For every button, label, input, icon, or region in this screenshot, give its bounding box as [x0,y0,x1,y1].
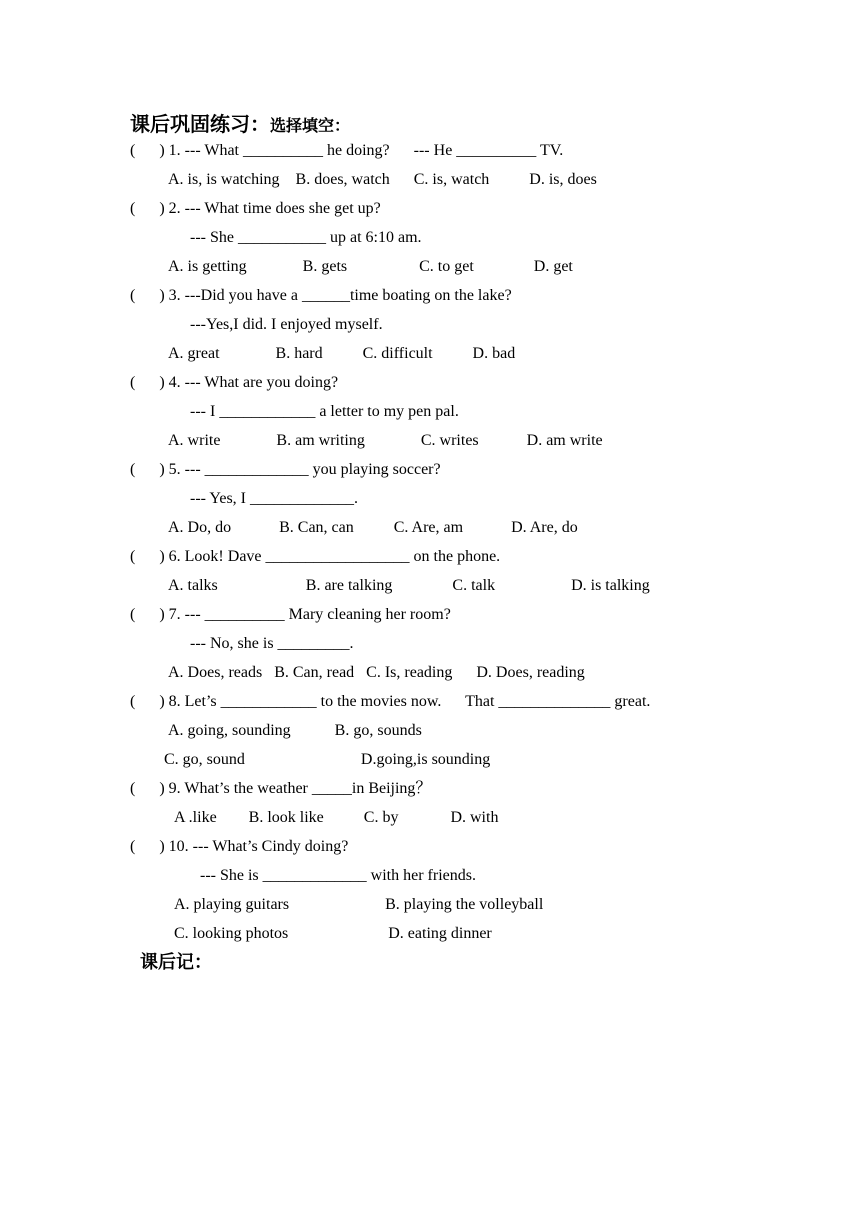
question-2: ( ) 2. --- What time does she get up? [130,200,381,217]
question-2-options: A. is getting B. gets C. to get D. get [168,258,573,275]
question-3-options: A. great B. hard C. difficult D. bad [168,345,516,362]
question-7-options: A. Does, reads B. Can, read C. Is, reading D. Does, reading [168,664,585,681]
question-10-reply: --- She is _____________ with her friends. [200,867,476,884]
question-6-options: A. talks B. are talking C. talk D. is talking [168,577,650,594]
question-10: ( ) 10. --- What’s Cindy doing? [130,838,349,855]
question-7-reply: --- No, she is _________. [190,635,354,652]
exercise-title-main: 课后巩固练习： [130,112,270,136]
question-6: ( ) 6. Look! Dave __________________ on the phone. [130,548,501,565]
question-8: ( ) 8. Let’s ____________ to the movies now. That ______________ great. [130,693,651,710]
question-9-options: A .like B. look like C. by D. with [174,809,499,826]
question-4-reply: --- I ____________ a letter to my pen pal. [190,403,459,420]
question-9: ( ) 9. What’s the weather _____in Beijing？ [130,780,432,797]
question-8-options-ab: A. going, sounding B. go, sounds [168,722,422,739]
question-1-options: A. is, is watching B. does, watch C. is, watch D. is, does [168,171,597,188]
question-5: ( ) 5. --- _____________ you playing soccer? [130,461,441,478]
question-7: ( ) 7. --- __________ Mary cleaning her room? [130,606,451,623]
question-3-reply: ---Yes,I did. I enjoyed myself. [190,316,383,333]
question-10-options-cd: C. looking photos D. eating dinner [174,925,492,942]
question-5-options: A. Do, do B. Can, can C. Are, am D. Are, do [168,519,578,536]
after-class-notes-label: 课后记： [140,952,212,973]
question-8-options-cd: C. go, sound D.going,is sounding [164,751,491,768]
question-2-reply: --- She ___________ up at 6:10 am. [190,229,422,246]
question-5-reply: --- Yes, I _____________. [190,490,358,507]
exercise-title-sub: 选择填空： [270,116,351,135]
question-4-options: A. write B. am writing C. writes D. am write [168,432,603,449]
question-3: ( ) 3. ---Did you have a ______time boating on the lake? [130,287,512,304]
question-1: ( ) 1. --- What __________ he doing? --- He __________ TV. [130,142,564,159]
question-4: ( ) 4. --- What are you doing? [130,374,339,391]
question-10-options-ab: A. playing guitars B. playing the volleyball [174,896,544,913]
exercise-title [130,108,350,137]
